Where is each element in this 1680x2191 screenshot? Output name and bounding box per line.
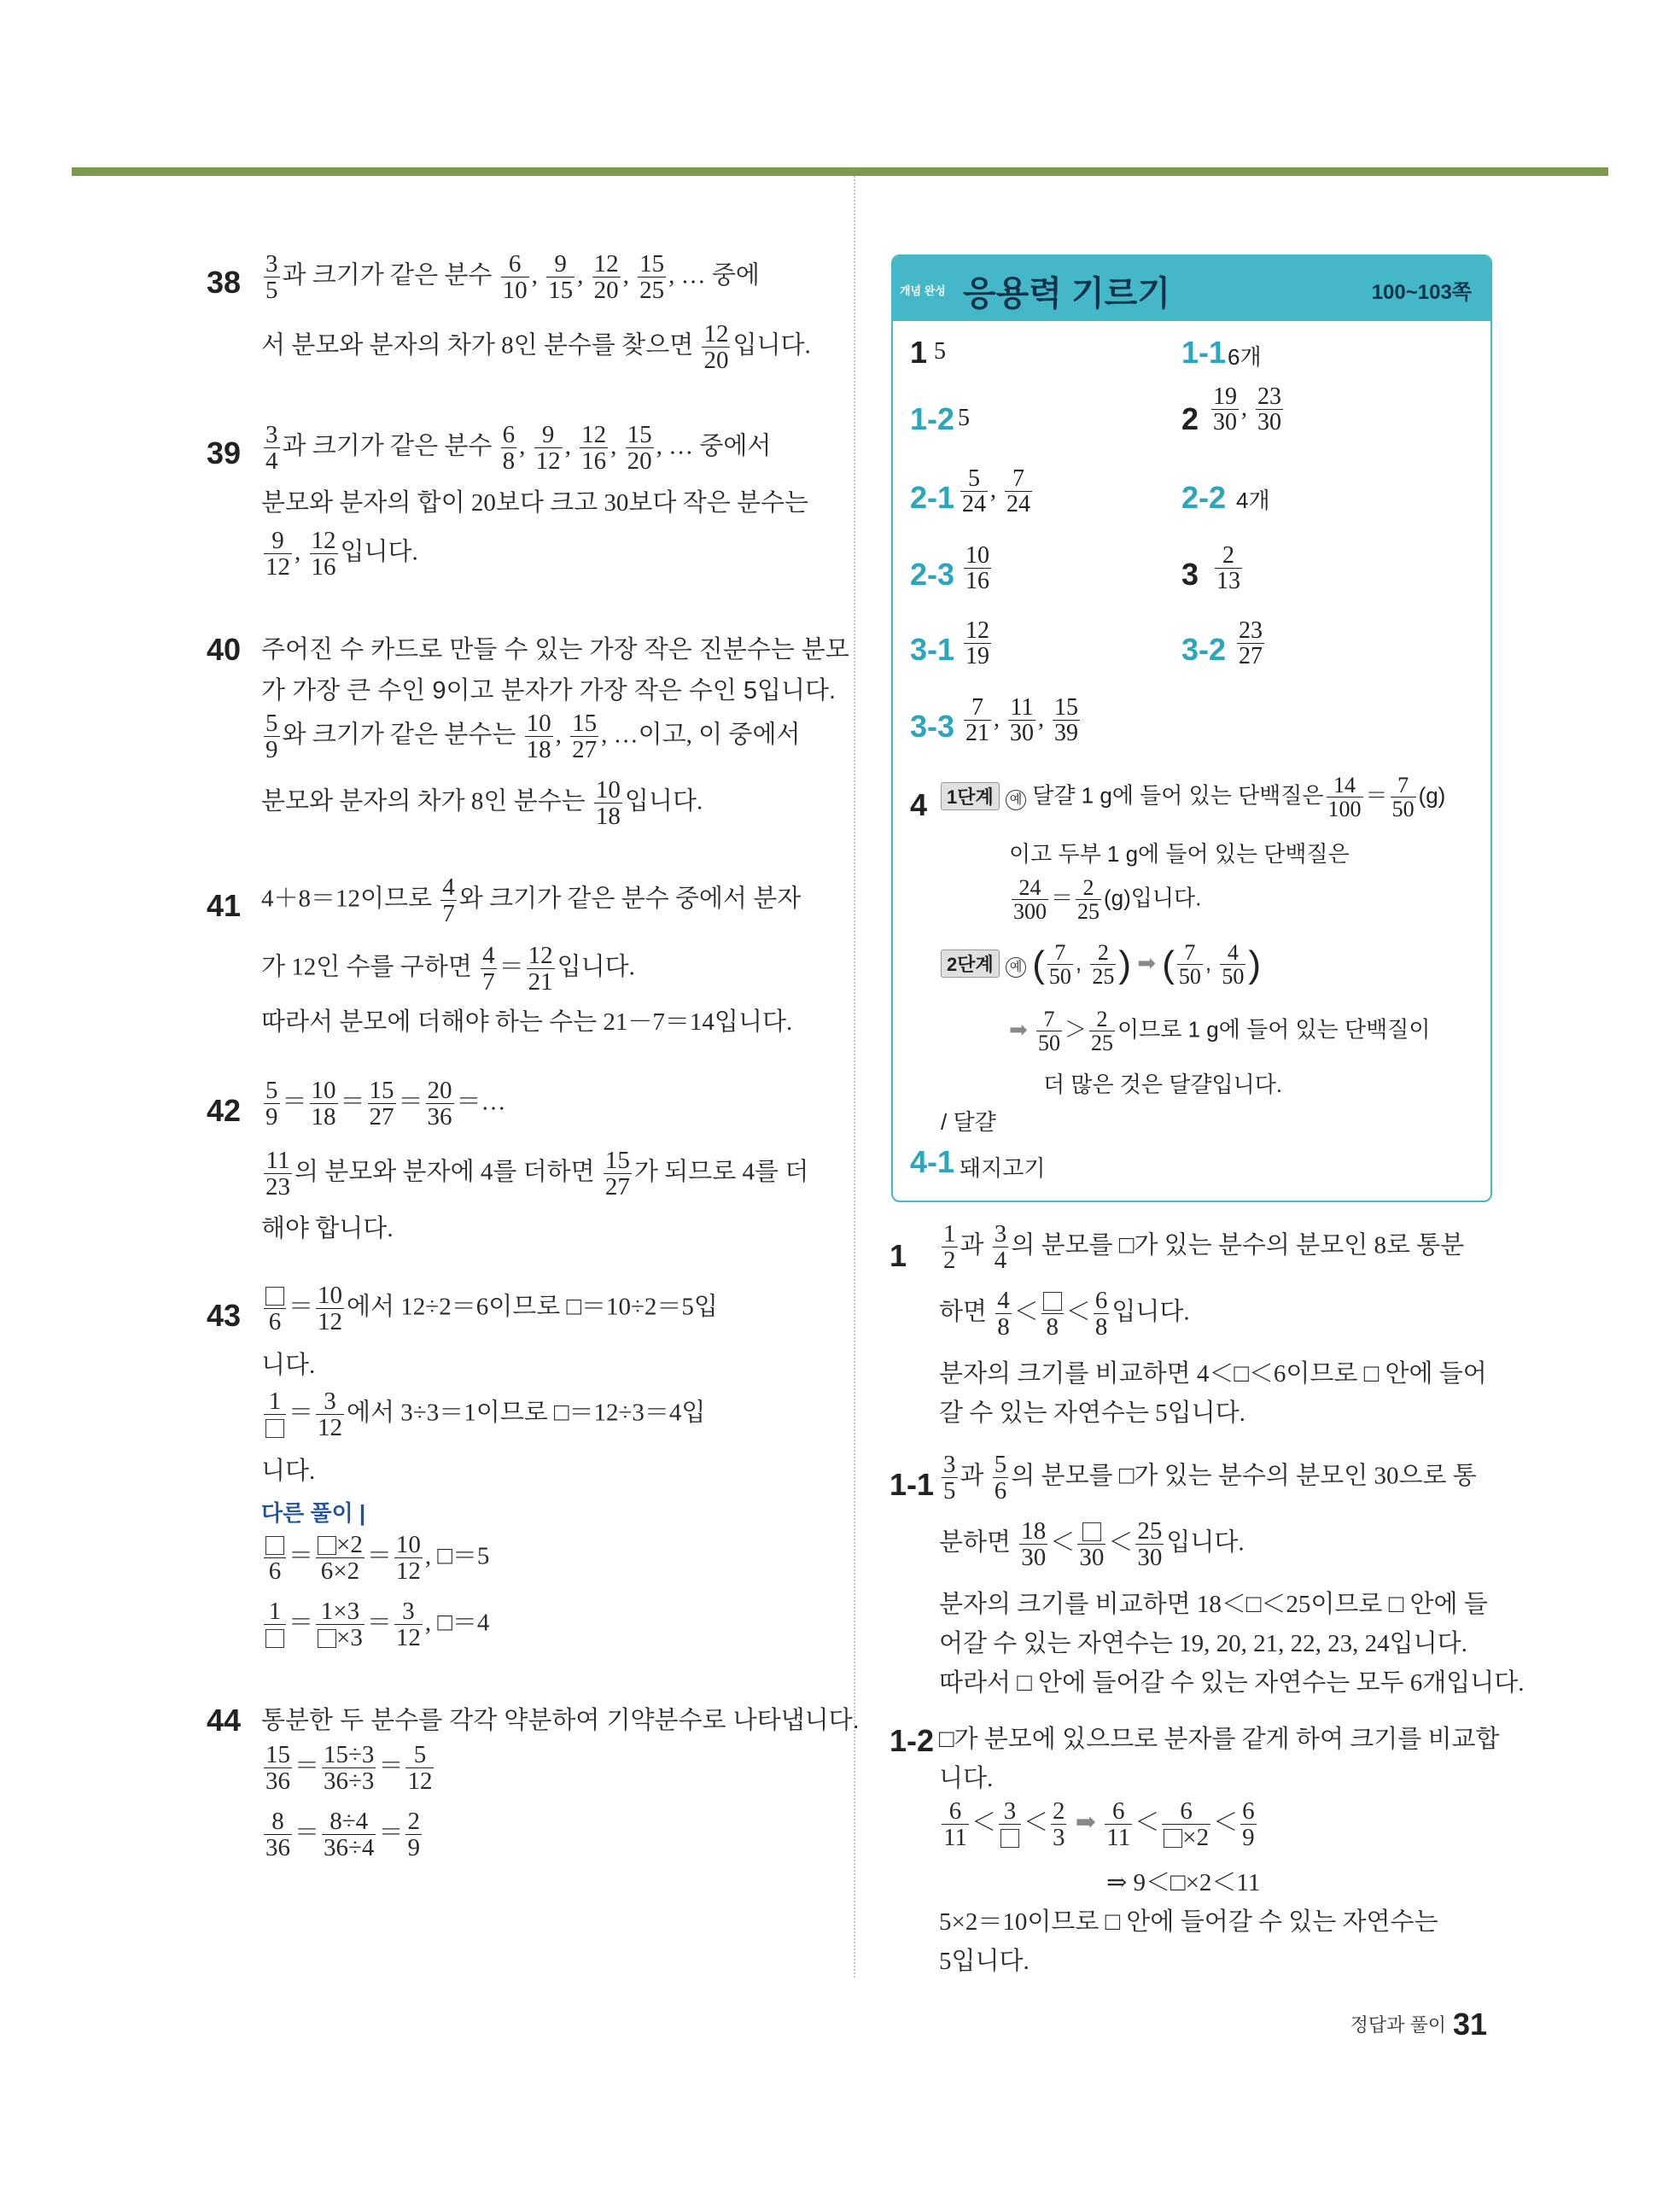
sol-1-line3: 분자의 크기를 비교하면 4＜□＜6이므로 □ 안에 들어 xyxy=(939,1360,1487,1388)
ans-3-3-number: 3-3 xyxy=(910,709,955,744)
sol-1-1-line2: 분하면 $\frac{18}{30}$ ＜ 30 ＜ $\frac{25}{30}$ 입니다. xyxy=(939,1517,1245,1572)
alt-solution-label: 다른 풀이 | xyxy=(261,1500,366,1526)
q42-number: 42 xyxy=(207,1093,242,1128)
ans-2-3-value: $\frac{10}{16}$ xyxy=(965,542,989,595)
top-rule xyxy=(72,167,1608,176)
q38-line1: $\frac{3}{5}$ 과 크기가 같은 분수 $\frac{6}{10}$ , $\frac{9}{15}$ , $\frac{12}{20}$ , $\frac{15}{25}$ , … 중에 xyxy=(265,250,760,305)
q40-line4: 분모와 분자의 차가 8인 분수는 $\frac{10}{18}$ 입니다. xyxy=(261,776,703,831)
q38-number: 38 xyxy=(207,265,242,300)
sol-1-line4: 갈 수 있는 자연수는 5입니다. xyxy=(939,1399,1245,1427)
ans-4-line2: 이고 두부 1 g에 들어 있는 단백질은 xyxy=(1009,841,1350,867)
ans-3-2-value: $\frac{23}{27}$ xyxy=(1239,617,1263,670)
sol-1-line2: 하면 $\frac{4}{8}$ ＜ 8 ＜ $\frac{6}{8}$ 입니다. xyxy=(939,1287,1190,1341)
ans-4-line6: 더 많은 것은 달걀입니다. xyxy=(1043,1072,1283,1097)
sol-1-2-number: 1-2 xyxy=(890,1723,935,1758)
q39-line3: $\frac{9}{12}$ , $\frac{12}{16}$ 입니다. xyxy=(265,527,418,581)
sol-1-1-number: 1-1 xyxy=(890,1467,935,1502)
ans-1-1-number: 1-1 xyxy=(1181,335,1227,370)
q43-alt1: 6 ＝ $\frac{\times 2}{6\times 2}$ ＝ $\frac{10}{12}$ , □＝5 xyxy=(261,1532,489,1585)
ans-2-2-number: 2-2 xyxy=(1181,480,1227,515)
sol-1-1-line4: 어갈 수 있는 자연수는 19, 20, 21, 22, 23, 24입니다. xyxy=(939,1630,1467,1657)
q40-line1: 주어진 수 카드로 만들 수 있는 가장 작은 진분수는 분모 xyxy=(261,636,849,663)
sol-1-2-line6: 5입니다. xyxy=(939,1948,1030,1975)
ans-2-2-value: 4개 xyxy=(1236,488,1270,513)
q38-line2: 서 분모와 분자의 차가 8인 분수를 찾으면 $\frac{12}{20}$ 입니다. xyxy=(261,320,811,375)
sol-1-2-line4: ⇒ 9＜□×2＜11 xyxy=(1106,1869,1261,1896)
q43-line4: 니다. xyxy=(261,1458,316,1485)
ans-3-3-value: $\frac{7}{21}$ , $\frac{11}{30}$ , $\frac{15}{39}$ xyxy=(965,694,1078,747)
ans-2-value: $\frac{19}{30}$ , $\frac{23}{30}$ xyxy=(1213,383,1281,436)
q41-line3: 따라서 분모에 더해야 하는 수는 21－7＝14입니다. xyxy=(261,1008,793,1036)
sol-1-1-line1: $\frac{3}{5}$ 과 $\frac{5}{6}$ 의 분모를 □가 있는 분수의 분모인 30으로 통 xyxy=(943,1451,1477,1505)
q44-number: 44 xyxy=(207,1703,242,1738)
ans-2-1-number: 2-1 xyxy=(910,480,955,515)
sol-1-line1: $\frac{1}{2}$ 과 $\frac{3}{4}$ 의 분모를 □가 있는 분수의 분모인 8로 통분 xyxy=(943,1220,1465,1275)
q39-line2: 분모와 분자의 합이 20보다 크고 30보다 작은 분수는 xyxy=(261,489,809,517)
ans-1-2-value: 5 xyxy=(958,405,970,431)
q41-line2: 가 12인 수를 구하면 $\frac{4}{7}$ ＝ $\frac{12}{21}$ 입니다. xyxy=(261,942,635,996)
q42-line3: 해야 합니다. xyxy=(261,1215,394,1242)
ans-2-number: 2 xyxy=(1181,401,1199,436)
q42-line1: $\frac{5}{9}$ ＝ $\frac{10}{18}$ ＝ $\frac{15}{27}$ ＝ $\frac{20}{36}$ ＝… xyxy=(265,1077,506,1131)
box-title: 응용력 기르기 xyxy=(963,275,1170,313)
page-number: 31 xyxy=(1452,2007,1487,2042)
sol-1-1-line5: 따라서 □ 안에 들어갈 수 있는 자연수는 모두 6개입니다. xyxy=(939,1669,1525,1697)
sol-1-2-line3: $\frac{6}{11}$ ＜ 3 ＜ $\frac{2}{3}$ ➡ $\frac{6}{11}$ ＜ $\frac{6}{\times 2}$ ＜ $\frac{6}{9}$ xyxy=(943,1797,1255,1852)
box-tag: 개념 완성 xyxy=(900,284,946,297)
ans-3-2-number: 3-2 xyxy=(1181,632,1227,667)
q43-line1: 6 ＝ $\frac{10}{12}$ 에서 12÷2＝6이므로 □＝10÷2＝5입 xyxy=(261,1282,718,1335)
ans-3-value: $\frac{2}{13}$ xyxy=(1216,542,1240,595)
applied-skills-box xyxy=(891,254,1492,1202)
q42-line2: $\frac{11}{23}$ 의 분모와 분자에 4를 더하면 $\frac{15}{27}$ 가 되므로 4를 더 xyxy=(265,1147,809,1201)
q43-alt2: 1 ＝ $\frac{1\times 3}{\times 3}$ ＝ $\frac{3}{12}$ , □＝4 xyxy=(261,1598,489,1651)
ans-4-line4: 2단계 예 ( $\frac{7}{50}$ , $\frac{2}{25}$ ) ➡ ( $\frac{7}{50}$ , $\frac{4}{50}$ ) xyxy=(941,941,1261,989)
footer-label: 정답과 풀이 xyxy=(1350,2014,1446,2036)
ans-1-2-number: 1-2 xyxy=(910,401,955,436)
ans-4-1-number: 4-1 xyxy=(910,1144,955,1179)
q44-line1: 통분한 두 분수를 각각 약분하여 기약분수로 나타냅니다. xyxy=(261,1707,860,1734)
sol-1-2-line1: □가 분모에 있으므로 분자를 같게 하여 크기를 비교합 xyxy=(939,1726,1500,1753)
q44-line2: $\frac{15}{36}$ ＝ $\frac{15\div 3}{36\div 3}$ ＝ $\frac{5}{12}$ xyxy=(265,1741,433,1796)
q40-number: 40 xyxy=(207,632,242,667)
sol-1-2-line2: 니다. xyxy=(939,1765,994,1792)
q40-line3: $\frac{5}{9}$ 와 크기가 같은 분수는 $\frac{10}{18}$ , $\frac{15}{27}$ , …이고, 이 중에서 xyxy=(265,710,801,764)
q40-line2: 가 가장 큰 수인 9이고 분자가 가장 작은 수인 5입니다. xyxy=(261,677,837,704)
q43-line3: 1 ＝ $\frac{3}{12}$ 에서 3÷3＝1이므로 □＝12÷3＝4입 xyxy=(261,1388,705,1441)
sol-1-1-line3: 분자의 크기를 비교하면 18＜□＜25이므로 □ 안에 들 xyxy=(939,1591,1488,1618)
q41-number: 41 xyxy=(207,888,242,923)
ans-4-number: 4 xyxy=(910,787,928,822)
box-pages: 100~103쪽 xyxy=(1371,281,1472,304)
ans-4-line3: $\frac{24}{300}$ ＝ $\frac{2}{25}$ (g)입니다. xyxy=(1013,875,1202,925)
ans-4-answer: / 달걀 xyxy=(941,1109,996,1135)
q39-number: 39 xyxy=(207,435,242,470)
box-header xyxy=(893,256,1490,321)
ans-1-1-value: 6개 xyxy=(1228,344,1262,370)
ans-4-line5: ➡ $\frac{7}{50}$ ＞ $\frac{2}{25}$ 이므로 1 g에 들어 있는 단백질이 xyxy=(1009,1007,1431,1056)
q41-line1: 4＋8＝12이므로 $\frac{4}{7}$ 와 크기가 같은 분수 중에서 분자 xyxy=(261,873,802,928)
ans-3-number: 3 xyxy=(1181,557,1199,592)
ans-4-1-value: 돼지고기 xyxy=(960,1155,1046,1181)
q43-line2: 니다. xyxy=(261,1352,316,1379)
ans-1-value: 5 xyxy=(934,338,946,365)
ans-1-number: 1 xyxy=(910,335,928,370)
ans-3-1-value: $\frac{12}{19}$ xyxy=(965,617,989,670)
page-footer xyxy=(1350,2007,1487,2042)
ans-4-line1: 1단계 예 달걀 1 g에 들어 있는 단백질은 $\frac{14}{100}$ ＝ $\frac{7}{50}$ (g) xyxy=(941,774,1445,821)
sol-1-number: 1 xyxy=(890,1238,907,1273)
ans-3-1-number: 3-1 xyxy=(910,632,955,667)
q39-line1: $\frac{3}{4}$ 과 크기가 같은 분수 $\frac{6}{8}$ , $\frac{9}{12}$ , $\frac{12}{16}$ , $\frac{15}{20}$ , … 중에서 xyxy=(265,421,772,476)
ans-2-1-value: $\frac{5}{24}$ , $\frac{7}{24}$ xyxy=(962,465,1030,518)
q43-number: 43 xyxy=(207,1298,242,1333)
q44-line3: $\frac{8}{36}$ ＝ $\frac{8\div 4}{36\div 4}$ ＝ $\frac{2}{9}$ xyxy=(265,1808,420,1862)
ans-2-3-number: 2-3 xyxy=(910,557,955,592)
sol-1-2-line5: 5×2＝10이므로 □ 안에 들어갈 수 있는 자연수는 xyxy=(939,1908,1438,1936)
